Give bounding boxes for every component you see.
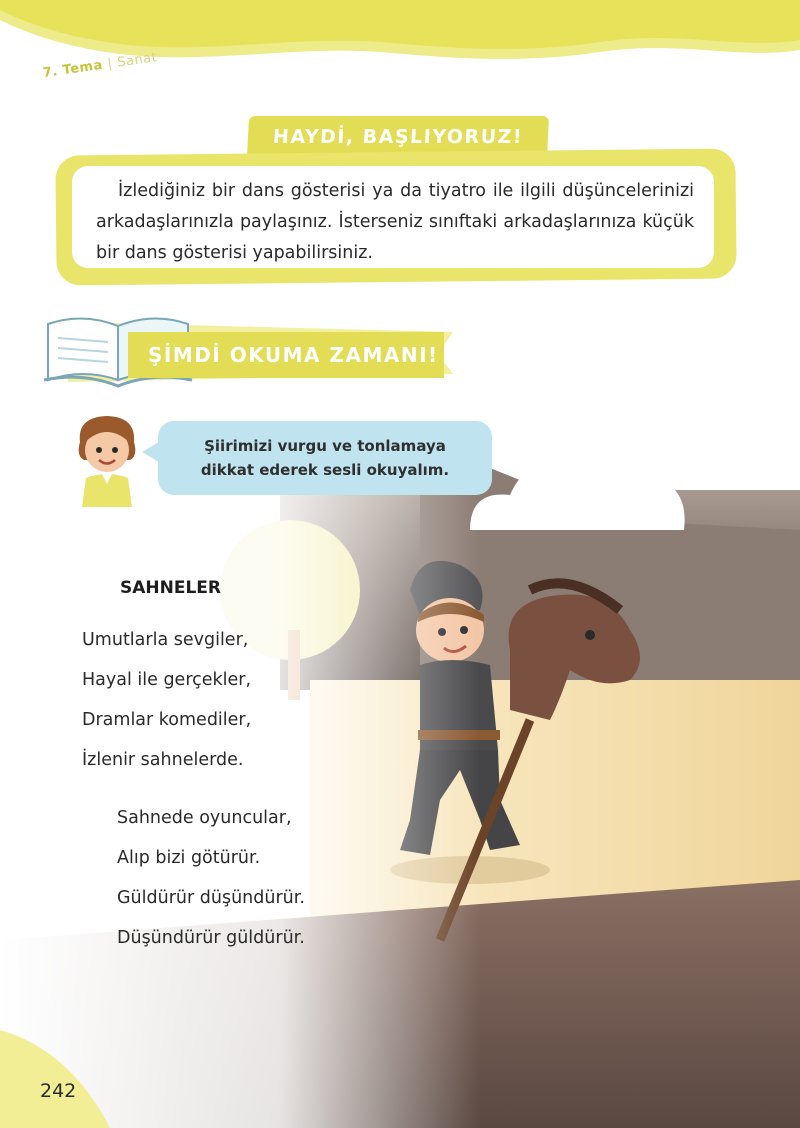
- poem-line: İzlenir sahnelerde.: [82, 750, 244, 770]
- corner-decoration: [0, 1030, 120, 1128]
- theme-subject: Sanat: [116, 50, 159, 71]
- poem-line: Umutlarla sevgiler,: [82, 630, 249, 650]
- poem-title: SAHNELER: [120, 578, 222, 598]
- start-banner-title: HAYDİ, BAŞLIYORUZ!: [272, 126, 524, 148]
- theme-separator: |: [106, 56, 114, 72]
- intro-text: İzlediğiniz bir dans gösterisi ya da tiyatro ile ilgili düşüncelerinizi arkadaşlarınızla paylaşınız. İsterseniz sınıftaki arkadaşlarınıza küçük bir dans gösterisi yapabilirsiniz.: [96, 181, 694, 263]
- reading-banner: [128, 332, 444, 378]
- speech-bubble: [158, 421, 492, 495]
- theme-label: 7. Tema: [41, 57, 104, 81]
- poem-line: Dramlar komediler,: [82, 710, 252, 730]
- page-number: 242: [40, 1080, 77, 1102]
- poem-line: Alıp bizi götürür.: [117, 848, 261, 868]
- top-wave-decoration: [0, 0, 800, 90]
- reading-banner-title: ŞİMDİ OKUMA ZAMANI!: [148, 343, 439, 367]
- poem-line: Sahnede oyuncular,: [117, 808, 292, 828]
- poem-line: Hayal ile gerçekler,: [82, 670, 252, 690]
- boy-reader-illustration: [72, 412, 142, 507]
- speech-line-1: Şiirimizi vurgu ve tonlamaya: [204, 437, 446, 455]
- poem-line: Güldürür düşündürür.: [117, 888, 305, 908]
- speech-line-2: dikkat ederek sesli okuyalım.: [200, 461, 450, 479]
- poem-line: Düşündürür güldürür.: [117, 928, 305, 948]
